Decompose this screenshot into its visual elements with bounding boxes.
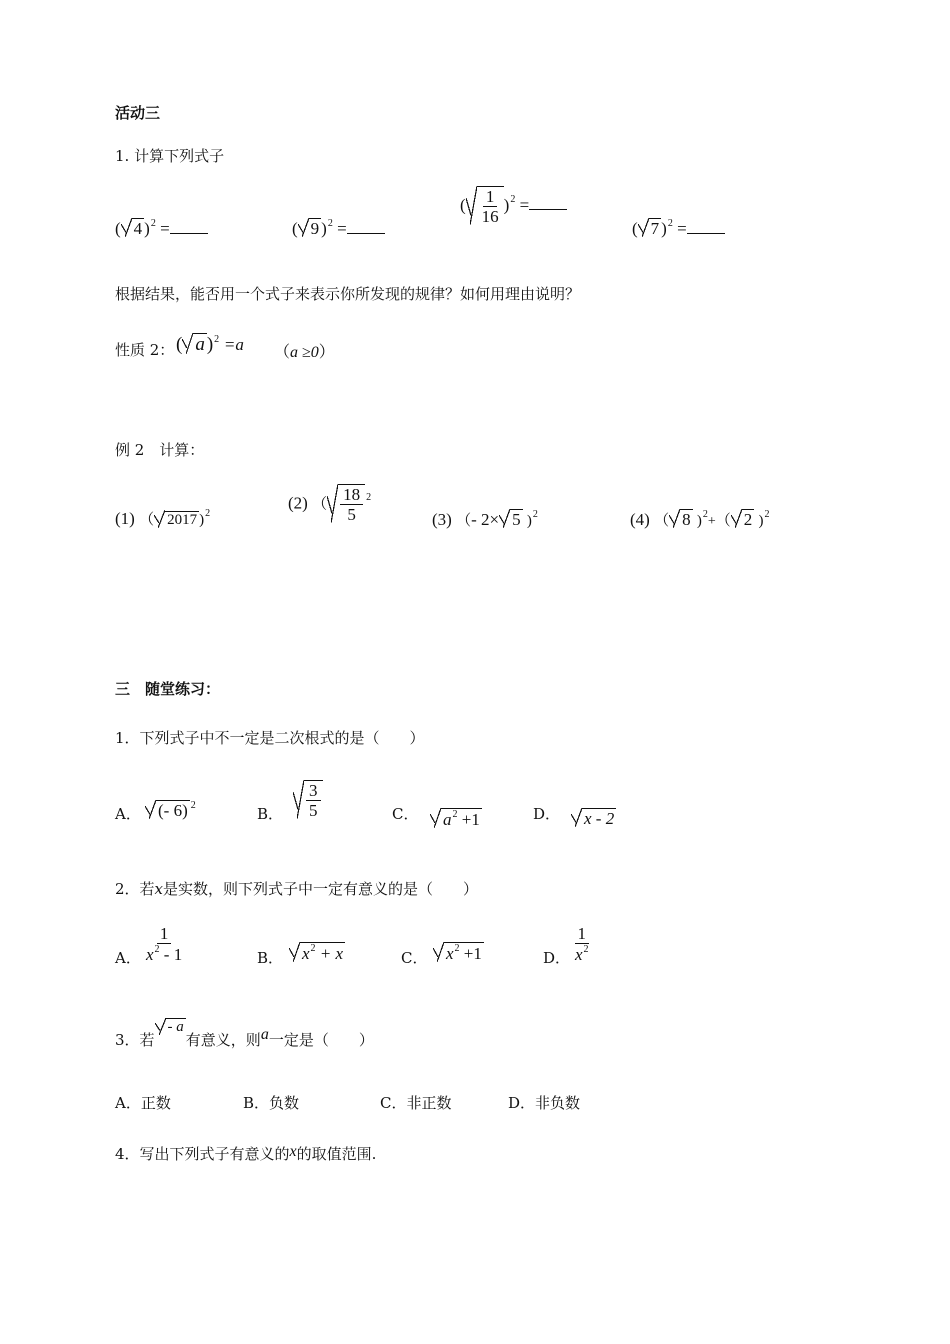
radical: 8 — [669, 509, 693, 528]
radical: $\frac{3}{5}$ — [293, 780, 323, 819]
radical: 2017 — [154, 510, 199, 528]
radical: 5 — [499, 509, 523, 528]
q2-option-d-label: D． — [543, 949, 571, 967]
practice-q2: 2．若x是实数，则下列式子中一定有意义的是（ ） — [115, 880, 479, 898]
example-2: (2) （ $\frac{18}{5}$ $^2$ — [288, 485, 372, 524]
example-1: (1) （ 2017 )$^2$ — [115, 508, 211, 528]
radical: $\frac{1}{16}$ — [466, 186, 504, 225]
radical: 9 — [298, 218, 322, 237]
property-condition: （a ≥0） — [274, 344, 335, 361]
q1-option-d-expr — [571, 808, 616, 827]
property-formula: ( a )$^2$ =a — [176, 334, 244, 355]
q3-option-a: A．正数 — [115, 1094, 171, 1112]
radical: a — [182, 333, 207, 354]
q2-option-b-expr — [289, 942, 345, 962]
example-3: (3) （- 2× 5 )$^2$ — [432, 509, 538, 529]
expr-sqrt9: ( 9 )$^2$ = — [292, 218, 385, 237]
practice-q4: 4．写出下列式子有意义的x的取值范围. — [115, 1143, 377, 1163]
q1-option-a-label: A． — [115, 805, 141, 823]
radical: 4 — [121, 218, 145, 237]
q1-option-a-expr: (- 6) $^2$ — [145, 800, 196, 819]
example-4: (4) （ 8 )$^2$+（ 2 )$^2$ — [630, 509, 770, 529]
answer-blank — [687, 221, 725, 234]
q2-option-a-expr: $\frac{1}{x^2 - 1}$ — [146, 924, 183, 964]
q2-option-b-label: B． — [257, 949, 284, 967]
q3-option-d: D．非负数 — [508, 1094, 581, 1112]
radical: $a^2 +1$ — [430, 808, 482, 828]
q2-option-d-expr: $\frac{1}{x^2}$ — [575, 924, 589, 964]
q1-option-d-label: D． — [533, 805, 561, 823]
q1-option-b-label: B． — [257, 805, 284, 823]
q2-option-c-label: C． — [401, 949, 428, 967]
radical: x - 2 — [571, 808, 616, 827]
q1-option-c-label: C． — [392, 805, 419, 823]
answer-blank — [529, 197, 567, 210]
q1-option-b-expr — [293, 780, 323, 819]
q2-option-c-expr — [433, 942, 484, 962]
radical: 2 — [731, 509, 755, 528]
question-text: 根据结果，能否用一个式子来表示你所发现的规律？如何用理由说明？ — [115, 285, 581, 303]
q3-option-b: B．负数 — [243, 1094, 300, 1112]
example-label: 例 2 计算： — [115, 441, 205, 459]
radical: $x^2 + x$ — [289, 942, 345, 962]
property-label: 性质 2： — [115, 341, 175, 359]
q1-option-c-expr — [430, 808, 482, 828]
section-heading: 活动三 — [115, 104, 161, 122]
question-1-title: 1. 计算下列式子 — [115, 147, 225, 165]
practice-q1: 1．下列式子中不一定是二次根式的是（ ） — [115, 729, 425, 747]
radical: (- 6) — [145, 800, 190, 819]
expr-sqrt-1-16: ( $\frac{1}{16}$ )$^2$ = — [460, 186, 567, 225]
practice-heading: 三 随堂练习： — [115, 680, 221, 698]
answer-blank — [347, 221, 385, 234]
radical: - a — [155, 1018, 186, 1035]
radical: 7 — [638, 218, 662, 237]
q2-option-a-label: A． — [115, 949, 141, 967]
answer-blank — [170, 221, 208, 234]
radical: $\frac{18}{5}$ — [327, 484, 365, 523]
practice-q3: 3．若- a有意义，则a一定是（ ） — [115, 1019, 374, 1049]
radical: $x^2 +1$ — [433, 942, 484, 962]
expr-sqrt7: ( 7 )$^2$ = — [632, 218, 725, 237]
expr-sqrt4: ( 4 )$^2$ = — [115, 218, 208, 237]
q3-option-c: C．非正数 — [380, 1094, 452, 1112]
